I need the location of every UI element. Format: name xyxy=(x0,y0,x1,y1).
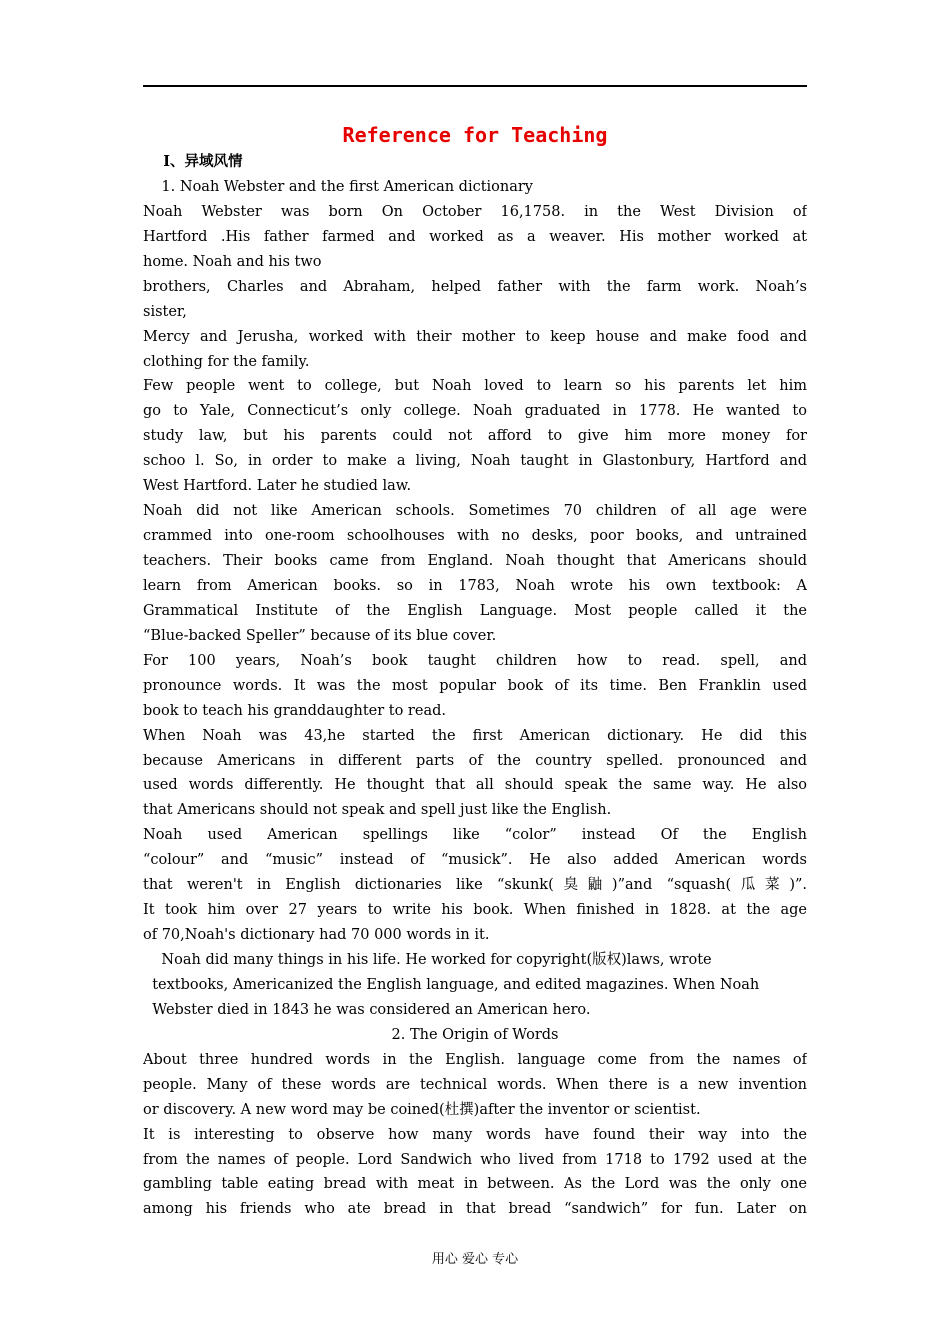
text-line: home. Noah and his two xyxy=(143,253,322,270)
document-body xyxy=(143,150,807,1222)
text-line: of 70,Noah's dictionary had 70 000 words in it. xyxy=(143,927,490,944)
text-line: go to Yale, Connecticut’s only college. Noah graduated in 1778. He wanted to xyxy=(143,403,807,420)
text-line: It is interesting to observe how many words have found their way into the xyxy=(143,1126,807,1143)
text-line: Hartford .His father farmed and worked as a weaver. His mother worked at xyxy=(143,228,807,245)
text-line: book to teach his granddaughter to read. xyxy=(143,702,446,719)
text-line: “Blue-backed Speller” because of its blue cover. xyxy=(143,627,497,644)
text-line: people. Many of these words are technical words. When there is a new invention xyxy=(143,1076,807,1093)
text-line: When Noah was 43,he started the first American dictionary. He did this xyxy=(143,727,807,744)
text-line: study law, but his parents could not afford to give him more money for xyxy=(143,428,807,445)
text-line: among his friends who ate bread in that bread “sandwich” for fun. Later on xyxy=(143,1201,807,1218)
text-line: pronounce words. It was the most popular book of its time. Ben Franklin used xyxy=(143,677,807,694)
text-line: used words differently. He thought that all should speak the same way. He also xyxy=(143,777,807,794)
text-line: gambling table eating bread with meat in between. As the Lord was the only one xyxy=(143,1176,807,1193)
text-line: crammed into one-room schoolhouses with no desks, poor books, and untrained xyxy=(143,528,807,545)
text-line: textbooks, Americanized the English language, and edited magazines. When Noah xyxy=(143,976,760,993)
page-footer: 用心 爱心 专心 xyxy=(431,1252,519,1267)
subsection-heading: 2. The Origin of Words xyxy=(391,1026,559,1043)
text-line: For 100 years, Noah’s book taught children how to read. spell, and xyxy=(143,652,807,669)
text-line: that Americans should not speak and spell just like the English. xyxy=(143,802,612,819)
text-line: Few people went to college, but Noah loved to learn so his parents let him xyxy=(143,378,807,395)
text-line: About three hundred words in the English. language come from the names of xyxy=(143,1051,807,1068)
text-line: Noah used American spellings like “color” instead Of the English xyxy=(143,827,807,844)
page-title: Reference for Teaching xyxy=(342,123,608,147)
text-line: It took him over 27 years to write his book. When finished in 1828. at the age xyxy=(143,902,807,919)
text-line: because Americans in different parts of the country spelled. pronounced and xyxy=(143,752,807,769)
text-line: clothing for the family. xyxy=(143,353,310,370)
text-line: sister, xyxy=(143,303,187,320)
text-line: “colour” and “music” instead of “musick”. He also added American words xyxy=(143,852,807,869)
text-line: Webster died in 1843 he was considered an American hero. xyxy=(143,1001,591,1018)
text-line: Mercy and Jerusha, worked with their mother to keep house and make food and xyxy=(143,328,807,345)
header-rule xyxy=(143,85,807,87)
section-heading: I、异域风情 xyxy=(143,153,243,170)
text-line: from the names of people. Lord Sandwich who lived from 1718 to 1792 used at the xyxy=(143,1151,807,1168)
text-line: teachers. Their books came from England. Noah thought that Americans should xyxy=(143,553,807,569)
text-line: that weren't in English dictionaries like “skunk(臭鼬)”and “squash(瓜菜)”. xyxy=(143,877,807,894)
text-line: Noah Webster was born On October 16,1758. in the West Division of xyxy=(143,203,807,220)
text-line: learn from American books. so in 1783, Noah wrote his own textbook: A xyxy=(143,577,807,594)
text-line: schoo l. So, in order to make a living, Noah taught in Glastonbury, Hartford and xyxy=(143,453,807,470)
text-line: West Hartford. Later he studied law. xyxy=(143,478,412,495)
subsection-heading: 1. Noah Webster and the first American dictionary xyxy=(143,178,533,195)
text-line: or discovery. A new word may be coined(杜撰)after the inventor or scientist. xyxy=(143,1101,701,1118)
text-line: Noah did many things in his life. He worked for copyright(版权)laws, wrote xyxy=(143,952,712,968)
text-line: Grammatical Institute of the English Language. Most people called it the xyxy=(143,602,807,619)
text-line: Noah did not like American schools. Sometimes 70 children of all age were xyxy=(143,503,807,520)
text-line: brothers, Charles and Abraham, helped father with the farm work. Noah’s xyxy=(143,278,807,295)
